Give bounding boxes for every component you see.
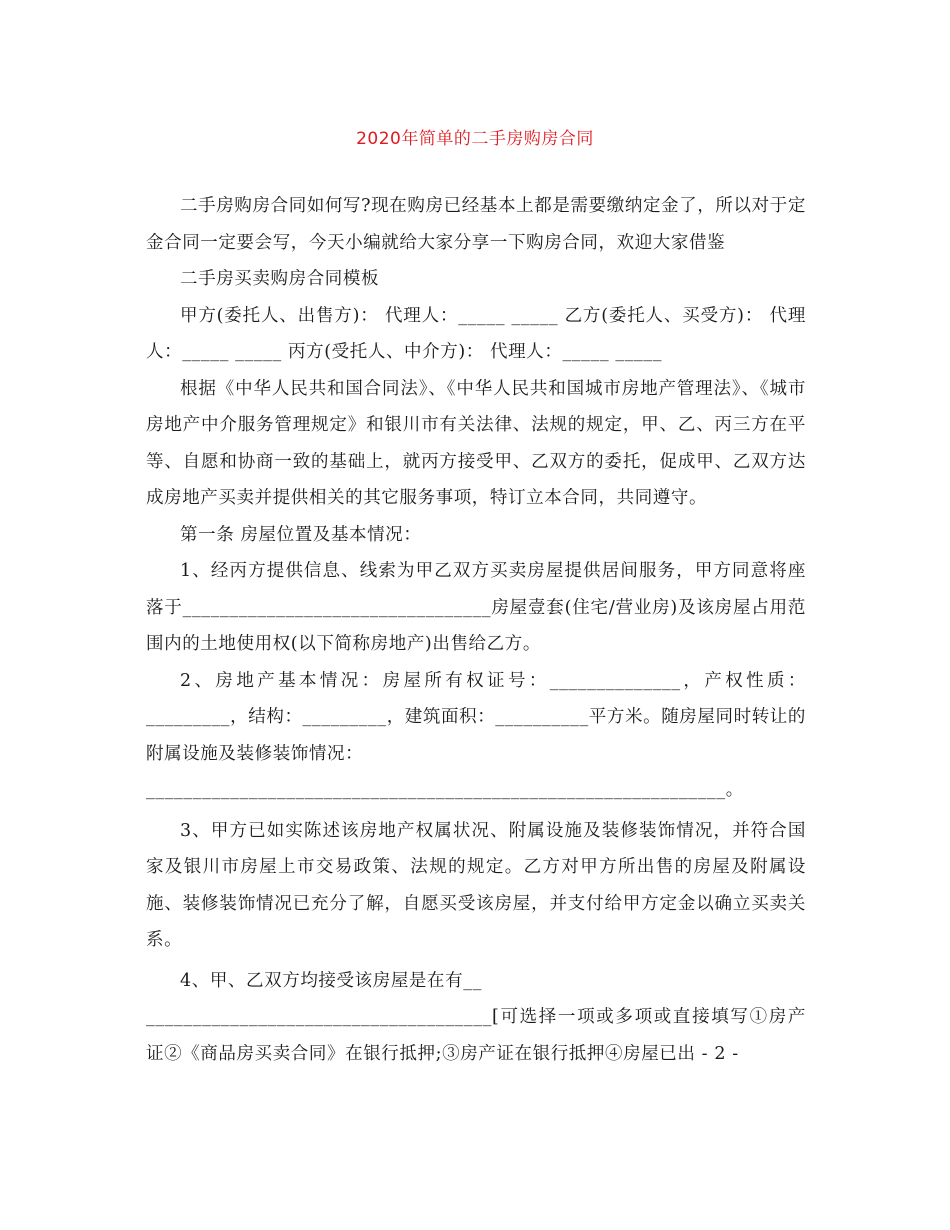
document-title: 2020年简单的二手房购房合同 xyxy=(356,129,594,149)
clause-4-continued: _____________________________________[可选择一项或多项或直接填写①房产证②《商品房买卖合同》在银行抵押;③房产证在银行抵押④房屋已出 - 2 - xyxy=(146,1007,806,1064)
template-heading: 二手房买卖购房合同模板 xyxy=(180,269,380,289)
clause-2-blank-line: ______________________________________________________________。 xyxy=(146,780,744,800)
clause-1: 1、经丙方提供信息、线索为甲乙双方买卖房屋提供居间服务，甲方同意将座落于_________________________________房屋壹套(住宅/营业房)及该房屋占用范围内的土地使用权(以下简称房地产)出售给乙方。 xyxy=(146,561,806,654)
basis-paragraph: 根据《中华人民共和国合同法》、《中华人民共和国城市房地产管理法》、《城市房地产中介服务管理规定》和银川市有关法律、法规的规定，甲、乙、丙三方在平等、自愿和协商一致的基础上，就丙方接受甲、乙双方的委托，促成甲、乙双方达成房地产买卖并提供相关的其它服务事项，特订立本合同，共同遵守。 xyxy=(146,378,806,508)
clause-2: 2、房地产基本情况：房屋所有权证号：______________，产权性质：_________，结构：_________，建筑面积：__________平方米。随房屋同时转让的附属设施及装修装饰情况： xyxy=(146,670,806,764)
document-body xyxy=(146,188,806,1072)
intro-paragraph: 二手房购房合同如何写?现在购房已经基本上都是需要缴纳定金了，所以对于定金合同一定要会写，今天小编就给大家分享一下购房合同，欢迎大家借鉴 xyxy=(146,196,806,253)
clause-4: 4、甲、乙双方均接受该房屋是在有__ xyxy=(180,970,482,991)
clause-3: 3、甲方已如实陈述该房地产权属状况、附属设施及装修装饰情况，并符合国家及银川市房屋上市交易政策、法规的规定。乙方对甲方所出售的房屋及附属设施、装修装饰情况已充分了解，自愿买受该房屋，并支付给甲方定金以确立买卖关系。 xyxy=(146,820,806,950)
article-one-heading: 第一条 房屋位置及基本情况： xyxy=(180,524,422,545)
parties-paragraph: 甲方(委托人、出售方)： 代理人：_____ _____ 乙方(委托人、买受方)： 代理人：_____ _____ 丙方(受托人、中介方)： 代理人：_____ _____ xyxy=(146,305,806,362)
